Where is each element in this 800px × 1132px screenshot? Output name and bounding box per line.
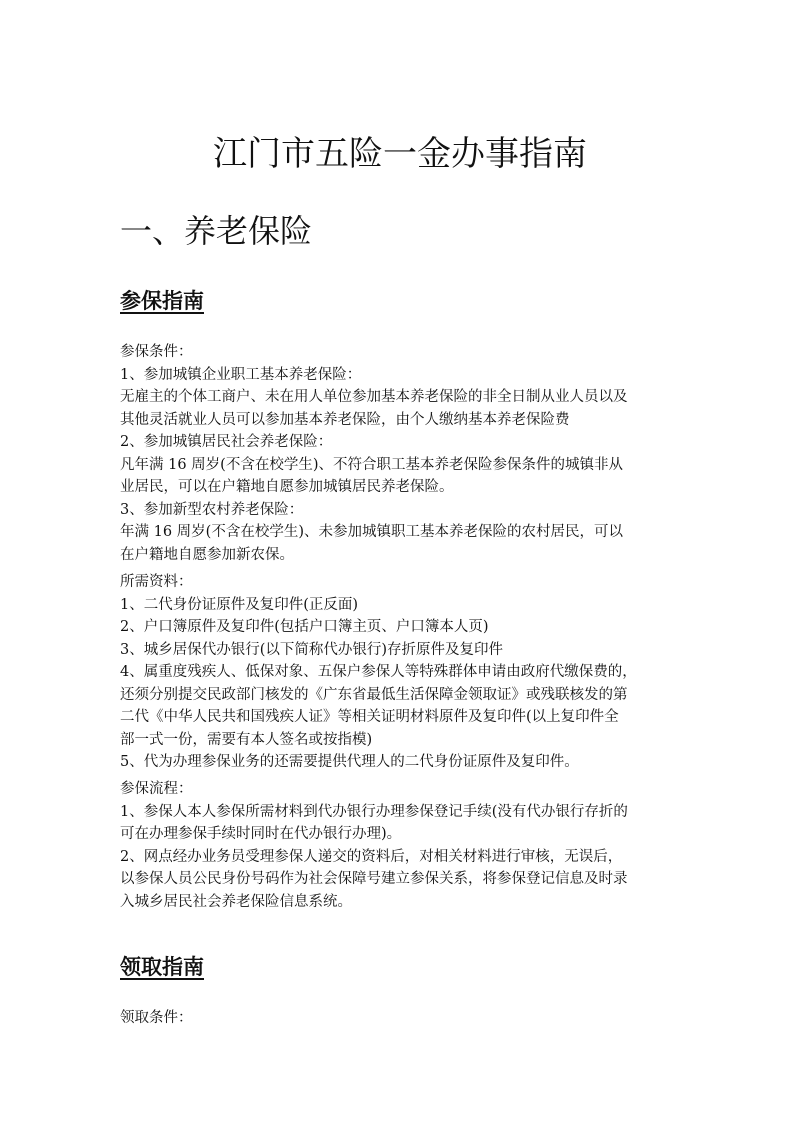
required-materials-line: 1、二代身份证原件及复印件(正反面): [120, 596, 359, 613]
subsection-heading-claim-guide: 领取指南: [120, 954, 204, 979]
claim-conditions-label: 领取条件：: [120, 1010, 193, 1026]
enroll-conditions-line: 在户籍地自愿参加新农保。: [120, 546, 294, 563]
enroll-process-block: [120, 778, 685, 913]
enroll-process-label: 参保流程：: [120, 781, 193, 797]
subsection-heading-enroll-guide: 参保指南: [120, 288, 204, 313]
enroll-conditions-line: 业居民，可以在户籍地自愿参加城镇居民养老保险。: [120, 479, 454, 495]
enroll-conditions-line: 3、参加新型农村养老保险：: [120, 501, 304, 518]
enroll-conditions-line: 凡年满 16 周岁(不含在校学生)、不符合职工基本养老保险参保条件的城镇非从: [120, 456, 623, 473]
required-materials-line: 还须分别提交民政部门核发的《广东省最低生活保障金领取证》或残联核发的第: [120, 686, 628, 703]
enroll-conditions-block: [120, 341, 685, 566]
enroll-conditions-line: 1、参加城镇企业职工基本养老保险：: [120, 366, 362, 383]
enroll-conditions-line: 年满 16 周岁(不含在校学生)、未参加城镇职工基本养老保险的农村居民，可以: [120, 524, 623, 540]
enroll-process-line: 可在办理参保手续时同时在代办银行办理)。: [120, 826, 402, 842]
required-materials-line: 部一式一份，需要有本人签名或按指模): [120, 731, 373, 748]
section-heading-pension: 一、养老保险: [120, 212, 313, 250]
required-materials-line: 2、户口簿原件及复印件(包括户口簿主页、户口簿本人页): [120, 619, 489, 635]
enroll-conditions-line: 2、参加城镇居民社会养老保险：: [120, 434, 333, 450]
required-materials-line: 3、城乡居保代办银行(以下简称代办银行)存折原件及复印件: [120, 641, 504, 658]
required-materials-block: [120, 571, 685, 774]
enroll-conditions-line: 其他灵活就业人员可以参加基本养老保险，由个人缴纳基本养老保险费: [120, 411, 570, 428]
claim-conditions-block: [120, 1007, 685, 1030]
enroll-process-line: 入城乡居民社会养老保险信息系统。: [120, 893, 352, 910]
required-materials-line: 二代《中华人民共和国残疾人证》等相关证明材料原件及复印件(以上复印件全: [120, 709, 619, 725]
document-title: 江门市五险一金办事指南: [213, 134, 587, 174]
required-materials-label: 所需资料：: [120, 574, 193, 590]
enroll-process-line: 1、参保人本人参保所需材料到代办银行办理参保登记手续(没有代办银行存折的: [120, 803, 628, 820]
required-materials-line: 5、代为办理参保业务的还需要提供代理人的二代身份证原件及复印件。: [120, 754, 579, 770]
enroll-process-line: 2、网点经办业务员受理参保人递交的资料后，对相关材料进行审核，无误后，: [120, 848, 623, 865]
required-materials-line: 4、属重度残疾人、低保对象、五保户参保人等特殊群体申请由政府代缴保费的，: [120, 664, 637, 680]
enroll-conditions-line: 无雇主的个体工商户、未在用人单位参加基本养老保险的非全日制从业人员以及: [120, 389, 628, 405]
enroll-process-line: 以参保人员公民身份号码作为社会保障号建立参保关系，将参保登记信息及时录: [120, 871, 628, 887]
enroll-conditions-label: 参保条件：: [120, 344, 193, 360]
